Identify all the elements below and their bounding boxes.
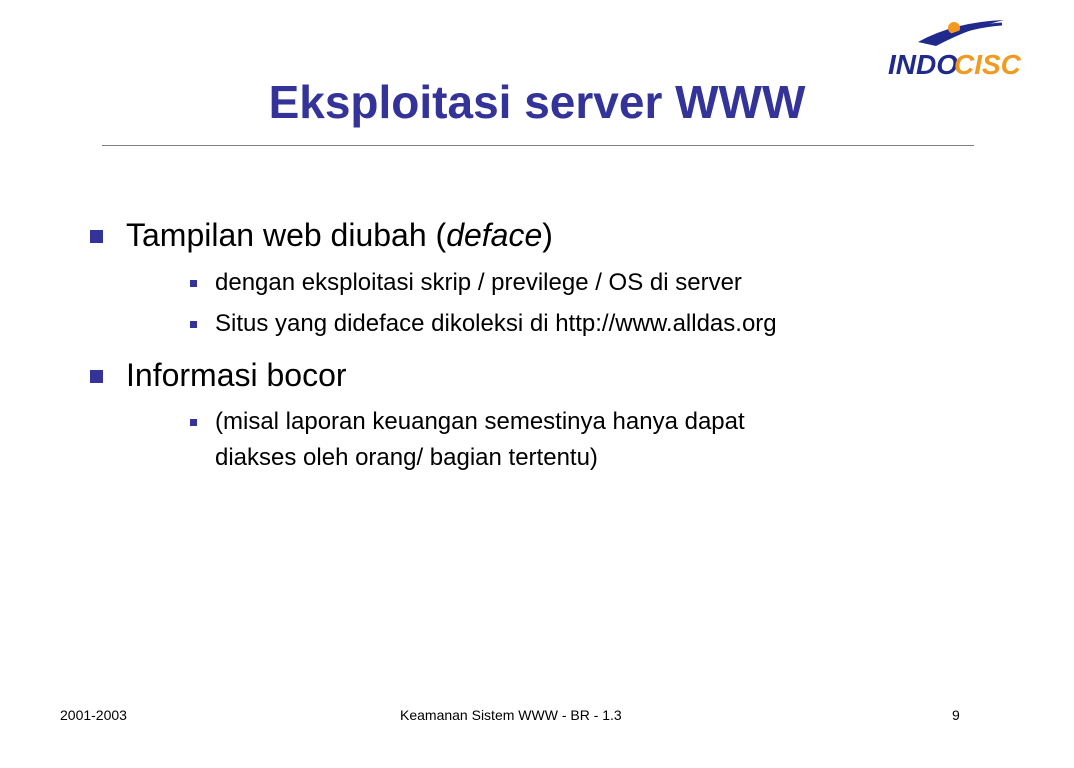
footer-title: Keamanan Sistem WWW - BR - 1.3: [400, 707, 622, 723]
slide-number: 9: [952, 707, 960, 723]
square-bullet-icon: [90, 230, 103, 243]
indocisc-logo: [884, 16, 1021, 80]
slide-title: Eksploitasi server WWW: [268, 76, 806, 128]
bullet-text-1: [126, 215, 553, 255]
sub-bullet-text: dengan eksploitasi skrip / previlege / OS di server: [215, 269, 742, 296]
logo-text-indo: INDO: [888, 49, 958, 80]
square-bullet-icon: [190, 419, 197, 426]
footer-date: 2001-2003: [60, 707, 127, 723]
bullet-text-1-before: Tampilan web diubah (: [126, 217, 447, 253]
bullet-text-1-after: ): [542, 217, 553, 253]
sub-bullet-text: Situs yang dideface dikoleksi di http://www.alldas.org: [215, 310, 777, 337]
square-bullet-icon: [190, 280, 197, 287]
logo-text-cisc: CISC: [954, 49, 1021, 80]
logo-graphic: [884, 16, 1021, 80]
bullet-text-2: Informasi bocor: [126, 357, 347, 393]
square-bullet-icon: [90, 370, 103, 383]
title-divider: [102, 145, 974, 146]
sub-bullet-text-line-1: (misal laporan keuangan semestinya hanya dapat: [215, 408, 745, 435]
square-bullet-icon: [190, 321, 197, 328]
bullet-text-1-italic: deface: [446, 217, 543, 253]
sub-bullet-text-line-2: diakses oleh orang/ bagian tertentu): [215, 444, 598, 471]
